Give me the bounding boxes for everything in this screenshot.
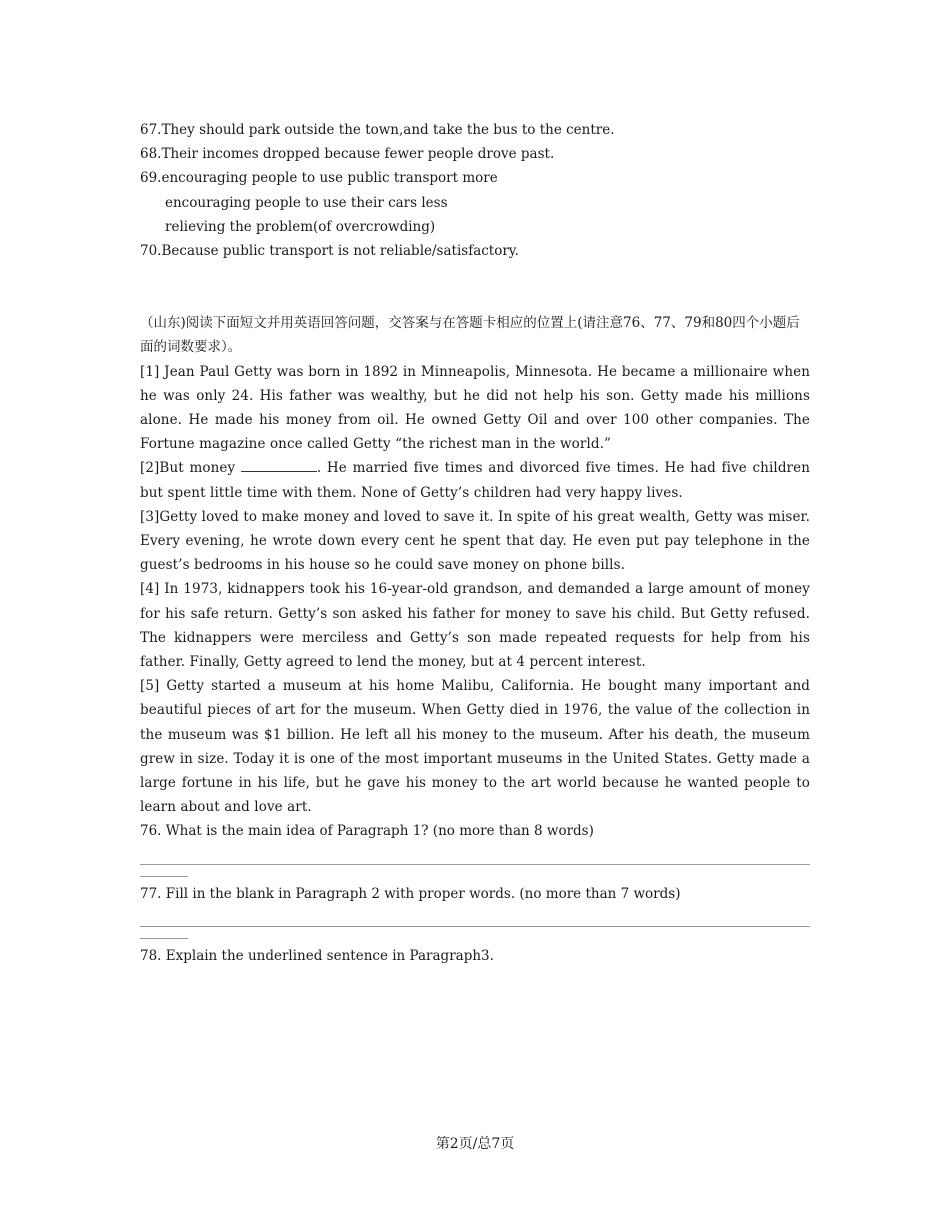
answer-69-line-3: relieving the problem(of overcrowding) bbox=[165, 218, 436, 235]
question-77: 77. Fill in the blank in Paragraph 2 with proper words. (no more than 7 words) bbox=[140, 885, 681, 902]
section-spacer bbox=[140, 263, 810, 311]
answer-line-77 bbox=[140, 908, 810, 927]
paragraph-4: [4] In 1973, kidnappers took his 16-year-old grandson, and demanded a large amount of money for his safe return. Getty’s son asked his father for money to save his child. But Getty refused. The kidnappers were merciless and Getty’s son made repeated requests for help from his father. Finally, Getty agreed to lend the money, but at 4 percent interest. bbox=[140, 581, 810, 671]
answer-70: 70.Because public transport is not reliable/satisfactory. bbox=[140, 243, 519, 260]
paragraph-5: [5] Getty started a museum at his home Malibu, California. He bought many important and beautiful pieces of art for the museum. When Getty died in 1976, the value of the collection in the museum was $1 billion. He left all his money to the museum. After his death, the museum grew in size. Today it is one of the most important museums in the United States. Getty made a large fortune in his life, but he gave his money to the art world because he wanted people to learn about and love art. bbox=[140, 678, 810, 816]
fill-in-blank bbox=[241, 459, 317, 472]
paragraph-3: [3]Getty loved to make money and loved to save it. In spite of his great wealth, Getty was miser. Every evening, he wrote down every cent he spent that day. He even put pay telephone in the guest’s bedrooms in his house so he could save money on phone bills. bbox=[140, 508, 810, 574]
answer-69-line-2: encouraging people to use their cars less bbox=[165, 194, 448, 211]
document-page bbox=[140, 118, 810, 968]
reading-passage bbox=[140, 311, 810, 819]
paragraph-1: [1] Jean Paul Getty was born in 1892 in Minneapolis, Minnesota. He became a millionaire when he was only 24. His father was wealthy, but he did not help his son. Getty made his millions alone. He made his money from oil. He owned Getty Oil and over 100 other companies. The Fortune magazine once called Getty “the richest man in the world.” bbox=[140, 363, 810, 453]
answer-line-76 bbox=[140, 846, 810, 865]
paragraph-2-start: [2]But money bbox=[140, 460, 241, 477]
questions-section bbox=[140, 819, 810, 968]
paragraph-2-end: . He married five times and divorced five times. He had five children but spent little time with them. None of Getty’s children had very happy lives. bbox=[140, 460, 810, 501]
question-76: 76. What is the main idea of Paragraph 1? (no more than 8 words) bbox=[140, 823, 594, 840]
answer-line-76-tail bbox=[140, 865, 188, 877]
answer-line-77-tail bbox=[140, 927, 188, 939]
passage-instructions: （山东)阅读下面短文并用英语回答问题，交答案与在答题卡相应的位置上(请注意76、77、79和80四个小题后面的词数要求）。 bbox=[140, 315, 800, 356]
answer-69-line-1: 69.encouraging people to use public transport more bbox=[140, 170, 498, 187]
answer-list bbox=[140, 118, 810, 263]
answer-67: 67.They should park outside the town,and take the bus to the centre. bbox=[140, 122, 615, 138]
question-78: 78. Explain the underlined sentence in Paragraph3. bbox=[140, 947, 494, 964]
answer-68: 68.Their incomes dropped because fewer people drove past. bbox=[140, 146, 555, 163]
page-footer: 第2页/总7页 bbox=[435, 1136, 515, 1152]
paragraph-2 bbox=[140, 456, 810, 504]
